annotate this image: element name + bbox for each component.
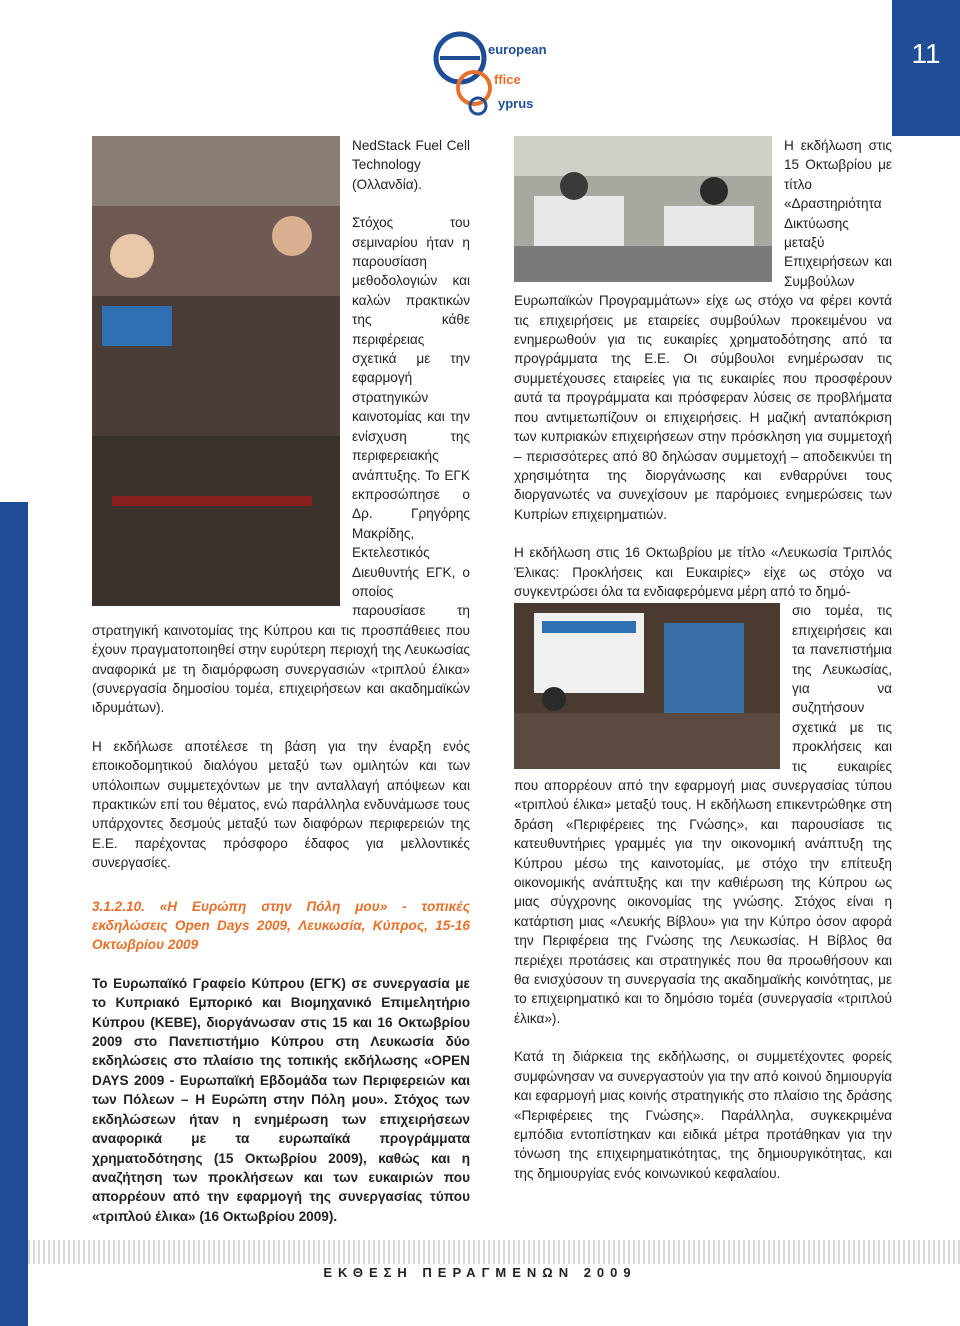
section-heading: 3.1.2.10. «Η Ευρώπη στην Πόλη μου» - τοπικές εκδηλώσεις Open Days 2009, Λευκωσία, Κύπρος, 15-16 Οκτωβρίου 2009 <box>92 898 470 953</box>
page-number: 11 <box>911 38 941 69</box>
conference-panel-photo <box>514 603 780 769</box>
logo-mark-icon <box>432 24 552 116</box>
side-accent-bar <box>0 502 28 1326</box>
right-paragraph-1: Η εκδήλωση στις 15 Οκτωβρίου με τίτλο «Δραστηριότητα Δικτύωσης μεταξύ Επιχειρήσεων και Συμβούλων Ευρωπαϊκών Προγραμμάτων» είχε ως στόχο να φέρει κοντά τις επιχειρήσεις με εταιρείες συμβούλων προκειμένου να ενημερωθούν για τις ευκαιρίες χρηματοδότησης από τα προγράμματα της Ε.Ε. Οι σύμβουλοι ενημέρωσαν τις συμμετέχουσες εταιρείες για τις ευκαιρίες που προσφέρουν αυτά τα προγράμματα και πρόσφεραν λύσεις σε προβλήματα που αντιμετωπίζουν οι επιχειρήσεις. Η μαζική ανταπόκριση των κυπριακών επιχειρήσεων στην πρόσκληση για συμμετοχή – περισσότερες από 80 δηλώσαν συμμετοχή – αποδεικνύει τη χρησιμότητα της διοργάνωσης και ενθαρρύνει τους διοργανωτές να συνεχίσουν με παρόμοιες ενημερώσεις των Κυπρίων επιχειρηματιών. <box>514 138 892 522</box>
right-paragraph-3: Κατά τη διάρκεια της εκδήλωσης, οι συμμετέχοντες φορείς συμφώνησαν να συνεργαστούν για την από κοινού δημιουργία και εφαρμογή μιας κοινής στρατηγικής στο πλαίσιο της δράσης «Περιφέρειες της Γνώσης». Παράλληλα, συγκεκριμένα εμπόδια εντοπίστηκαν και ειδικά μέτρα προτάθηκαν για την τόνωση της επιχειρηματικότητας, της δημιουργικότητας, και της δημιουργίας ενός κοινωνικού κεφαλαίου. <box>514 1049 892 1181</box>
right-paragraph-2-lead: Η εκδήλωση στις 16 Οκτωβρίου με τίτλο «Λευκωσία Τριπλός Έλικας: Προκλήσεις και Ευκαιρίες» είχε ως στόχο να συγκεντρώσει όλα τα ενδιαφερόμενα μέρη από το δημό- <box>514 545 892 599</box>
left-bold-paragraph: Το Ευρωπαϊκό Γραφείο Κύπρου (ΕΓΚ) σε συνεργασία με το Κυπριακό Εμπορικό και Βιομηχανικό Επιμελητήριο Κύπρου (ΚΕΒΕ), διοργάνωσαν στις 15 και 16 Οκτωβρίου 2009 στο Πανεπιστήμιο Κύπρου στη Λευκωσία δύο εκδηλώσεις στο πλαίσιο της τοπικής εκδήλωσης «OPEN DAYS 2009 - Ευρωπαϊκή Εβδομάδα των Περιφερειών και των Πόλεων – Η Ευρώπη στην Πόλη μου». Στόχος των εκδηλώσεων ήταν η ενημέρωση των επιχειρήσεων αναφορικά με τα ευρωπαϊκά προγράμματα χρηματοδότησης (15 Οκτωβρίου 2009), καθώς και η αναζήτηση των προκλήσεων και των ευκαιριών που απορρέουν από την εφαρμογή της συνεργασίας τύπου «τριπλού έλικα» (16 Οκτωβρίου 2009). <box>92 975 470 1224</box>
left-column-text <box>92 136 470 1245</box>
seminar-audience-photo <box>92 136 340 606</box>
left-paragraph-1: Στόχος του σεμιναρίου ήταν η παρουσίαση μεθοδολογιών και καλών πρακτικών της κάθε περιφέρειας σχετικά με την εφαρμογή στρατηγικών καινοτομίας και την ενίσχυση της περιφερειακής ανάπτυξης. Το ΕΓΚ εκπροσώπησε ο Δρ. Γρηγόρης Μακρίδης, Εκτελεστικός Διευθυντής ΕΓΚ, ο οποίος παρουσίασε τη στρατηγική καινοτομίας της Κύπρου και τις προσπάθειες που έχουν πραγματοποιηθεί στην ευρύτερη περιοχή της Λευκωσίας αναφορικά με τη διαμόρφωση συνεργασιών «τριπλού έλικα» (συνεργασία δημοσίου τομέα, επιχειρήσεων και ακαδημαϊκών ιδρυμάτων). <box>92 215 470 716</box>
logo-text-cyprus: yprus <box>498 96 534 111</box>
right-paragraph-2-rest: σιο τομέα, τις επιχειρήσεις και τα πανεπιστήμια της Λευκωσίας, για να συζητήσουν σχετικά με τις προκλήσεις και τις ευκαιρίες που απορρέουν από την εφαρμογή μιας συνεργασίας τύπου «τριπλού έλικα» μεταξύ τους. Η εκδήλωση επικεντρώθηκε στη δράση «Περιφέρειες της Γνώσης», και παρουσίασε τις κατευθυντήριες γραμμές για την οικονομική ανάπτυξη της Κύπρου μέσω της καινοτομίας, με στόχο την επίτευξη οικονομικής ανάπτυξης και την καθιέρωση της Κύπρου ως μιας σύγχρονης οικονομίας της γνώσης. Στόχος είναι η κατάρτιση μιας «Λευκής Βίβλου» για την Κύπρο όσον αφορά την Περιφέρεια της Γνώσης της Λευκωσίας. Η Βίβλος θα περιέχει προτάσεις και στρατηγικές που θα προωθήσουν και θα ενισχύσουν τη συνεργασία της ακαδημαϊκής κοινότητας, με το επιχειρηματικό και το δημόσιο τομέα (συνεργασία «τριπλού έλικα»). <box>514 603 892 1026</box>
left-paragraph-2: Η εκδήλωσε αποτέλεσε τη βάση για την έναρξη ενός εποικοδομητικού διαλόγου μεταξύ των ομιλητών και των υπόλοιπων συμμετεχόντων με την ανταλλαγή απόψεων και πρακτικών επί του θέματος, ενώ παράλληλα ενδυνάμωσε τους υπάρχοντες δεσμούς μεταξύ των διαφόρων περιφερειών της Ε.Ε. παρέχοντας πρόσφορο έδαφος για μελλοντικές συνεργασίες. <box>92 738 470 871</box>
footer-title: ΕΚΘΕΣΗ ΠΕΡΑΓΜΕΝΩΝ 2009 <box>323 1265 637 1280</box>
right-column-text <box>514 136 892 1202</box>
networking-event-photo <box>514 136 772 282</box>
left-float-text: NedStack Fuel Cell Technology (Ολλανδία). <box>352 138 470 192</box>
logo-text-office: ffice <box>494 72 521 87</box>
european-office-cyprus-logo <box>432 24 552 116</box>
logo-text-european: european <box>488 42 547 57</box>
footer-stripe <box>28 1240 960 1264</box>
